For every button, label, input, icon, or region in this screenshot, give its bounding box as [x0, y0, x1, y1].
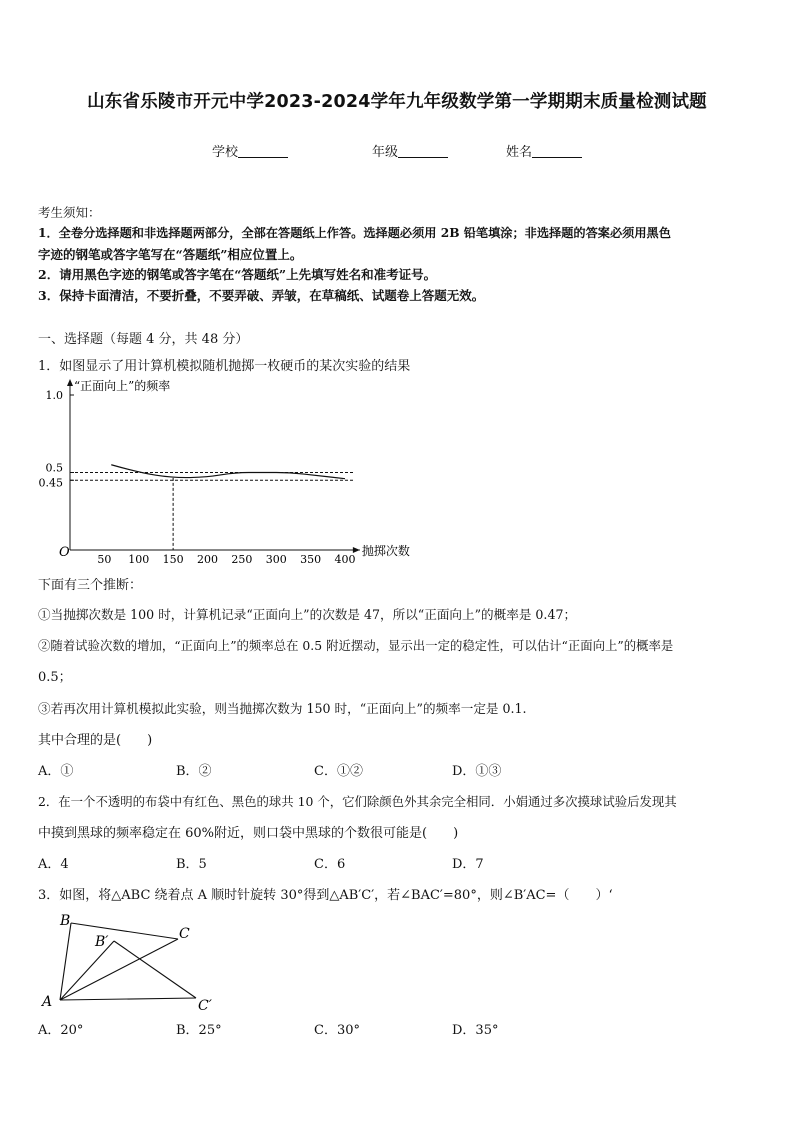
segment-ab	[60, 923, 71, 1000]
y-tick-label: 1.0	[45, 389, 63, 402]
grade-blank	[398, 145, 448, 158]
notice-heading: 考生须知：	[38, 205, 101, 220]
q1-stem: 1．如图显示了用计算机模拟随机抛掷一枚硬币的某次实验的结果	[38, 359, 411, 374]
notice-line2: 2．请用黑色字迹的钢笔或答字笔在“答题纸”上先填写姓名和准考证号。	[38, 267, 437, 282]
q1-statement-1: ①当抛掷次数是 100 时，计算机记录“正面向上”的次数是 47，所以“正面向上”的概率是 0.47；	[38, 607, 577, 622]
q1-statement-3: ③若再次用计算机模拟此实验，则当抛掷次数为 150 时，“正面向上”的频率一定是 0.1.	[38, 701, 527, 716]
x-tick-label: 300	[265, 553, 287, 566]
q3-option-d[interactable]: D．35°	[452, 1023, 499, 1038]
x-axis-label: 抛掷次数	[361, 544, 410, 558]
school-blank	[238, 145, 288, 158]
q2-option-b[interactable]: B．5	[176, 857, 207, 872]
y-tick-label: 0.5	[45, 461, 63, 475]
x-tick-label: 400	[334, 553, 356, 566]
y-axis-arrow	[67, 379, 73, 386]
label-c-prime: C′	[198, 998, 212, 1014]
rotation-figure	[38, 908, 228, 1018]
school-label: 学校	[212, 145, 239, 160]
q1-ask: 其中合理的是( )	[38, 733, 153, 748]
name-field	[506, 141, 582, 160]
x-tick-label: 250	[231, 553, 253, 566]
q1-option-c[interactable]: C．①②	[314, 764, 363, 779]
q3-stem: 3．如图，将△ABC 绕着点 A 顺时针旋转 30°得到△AB′C′，若∠BAC′=80°，则∠B′AC=（ ）‘	[38, 888, 613, 903]
x-tick-label: 100	[128, 553, 150, 566]
q1-option-a[interactable]: A．①	[38, 764, 74, 779]
x-tick-label: 350	[300, 553, 322, 566]
series-line	[111, 465, 345, 479]
q1-statement-2b: 0.5；	[38, 670, 72, 685]
name-label: 姓名	[506, 145, 533, 160]
q2-stem-b: 中摸到黑球的频率稳定在 60%附近，则口袋中黑球的个数很可能是( )	[38, 826, 459, 841]
y-axis-label: “正面向上”的频率	[74, 379, 171, 393]
segment-b1c1	[114, 941, 196, 998]
label-a: A	[42, 994, 53, 1010]
page-title: 山东省乐陵市开元中学2023-2024学年九年级数学第一学期期末质量检测试题	[87, 92, 707, 112]
q1-option-b[interactable]: B．②	[176, 764, 212, 779]
grade-field	[372, 141, 448, 160]
q2-stem-a: 2．在一个不透明的布袋中有红色、黑色的球共 10 个，它们除颜色外其余完全相同．小娟通过多次摸球试验后发现其	[38, 794, 677, 809]
grade-label: 年级	[372, 145, 399, 160]
notice-line3: 3．保持卡面清洁，不要折叠，不要弄破、弄皱，在草稿纸、试题卷上答题无效。	[38, 288, 485, 303]
name-blank	[532, 145, 582, 158]
label-b: B	[60, 913, 71, 929]
q2-option-d[interactable]: D．7	[452, 857, 484, 872]
label-b-prime: B′	[95, 934, 109, 950]
segment-ac1	[60, 998, 196, 1000]
notice-line1a: 1．全卷分选择题和非选择题两部分，全部在答题纸上作答。选择题必须用 2B 铅笔填涂；非选择题的答案必须用黑色	[38, 226, 671, 240]
q3-option-a[interactable]: A．20°	[38, 1023, 84, 1038]
segment-ac	[60, 939, 178, 1000]
x-tick-label: 200	[197, 553, 218, 566]
q1-option-d[interactable]: D．①③	[452, 764, 502, 779]
frequency-chart	[38, 375, 410, 570]
notice-line1b: 字迹的钢笔或答字笔写在“答题纸”相应位置上。	[38, 247, 303, 262]
x-tick-label: 150	[162, 553, 184, 566]
segment-bc	[71, 923, 178, 939]
section-heading: 一、选择题（每题 4 分，共 48 分）	[38, 332, 249, 347]
origin-label: O	[59, 545, 70, 560]
q3-option-c[interactable]: C．30°	[314, 1023, 360, 1038]
q3-option-b[interactable]: B．25°	[176, 1023, 222, 1038]
q1-intro: 下面有三个推断：	[38, 578, 143, 593]
school-field	[212, 141, 288, 160]
q2-option-c[interactable]: C．6	[314, 857, 346, 872]
q1-statement-2a: ②随着试验次数的增加，“正面向上”的频率总在 0.5 附近摆动，显示出一定的稳定性，可以估计“正面向上”的概率是	[38, 638, 674, 653]
y-tick-label: 0.45	[38, 476, 63, 490]
label-c: C	[179, 926, 190, 942]
x-tick-label: 50	[97, 553, 112, 566]
q2-option-a[interactable]: A．4	[38, 857, 69, 872]
